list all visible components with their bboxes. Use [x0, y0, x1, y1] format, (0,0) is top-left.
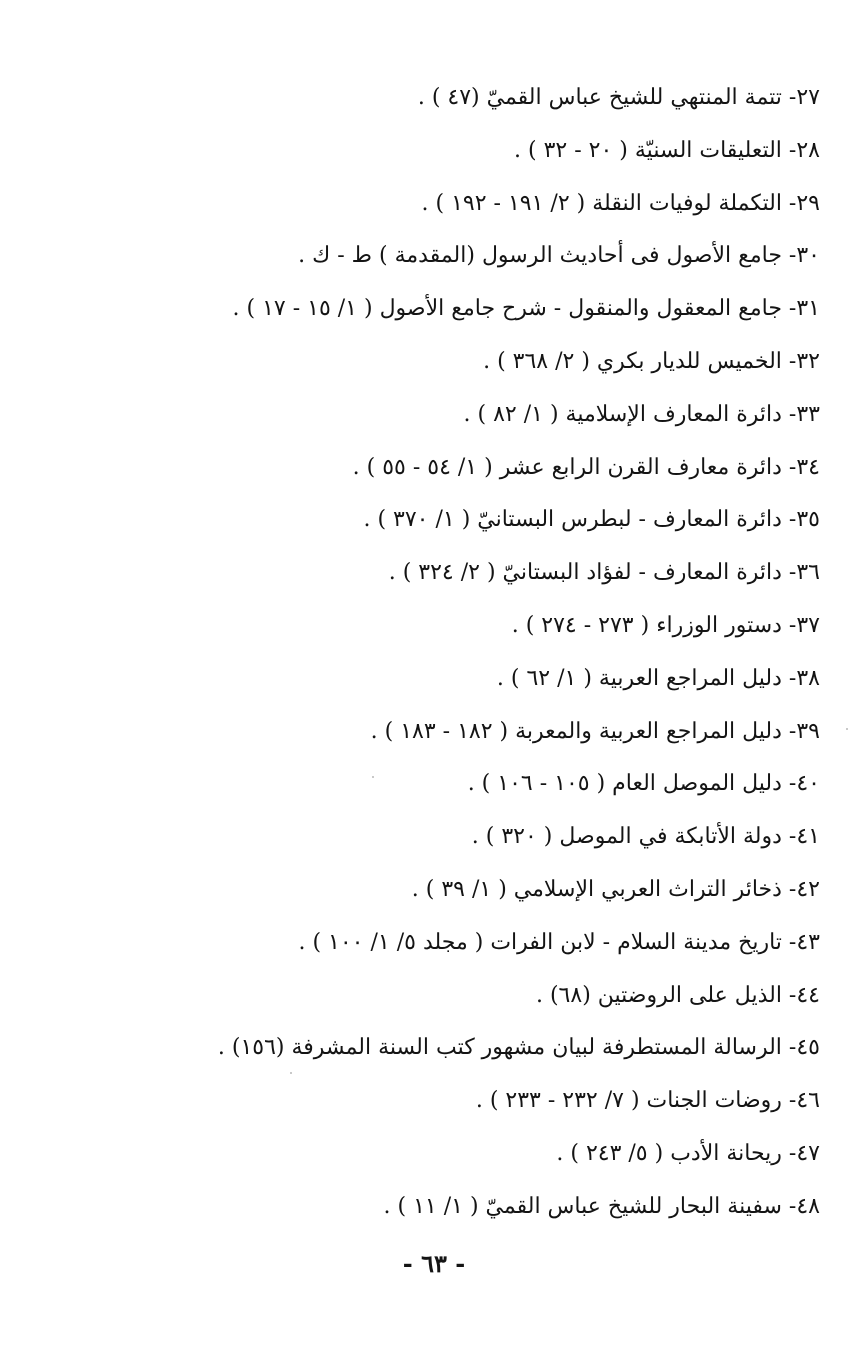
scan-speck	[846, 728, 848, 730]
bibliography-entry-28: ٢٨- التعليقات السنيّة ( ٢٠ - ٣٢ ) .	[514, 137, 820, 163]
bibliography-entry-29: ٢٩- التكملة لوفيات النقلة ( ٢/ ١٩١ - ١٩٢ ) .	[421, 190, 820, 216]
bibliography-entry-45: ٤٥- الرسالة المستطرفة لبيان مشهور كتب السنة المشرفة (١٥٦) .	[217, 1035, 820, 1061]
bibliography-entry-31: ٣١- جامع المعقول والمنقول - شرح جامع الأصول ( ١/ ١٥ - ١٧ ) .	[232, 296, 820, 322]
scan-speck	[372, 776, 374, 778]
bibliography-entry-40: ٤٠- دليل الموصل العام ( ١٠٥ - ١٠٦ ) .	[467, 771, 820, 797]
bibliography-entry-39: ٣٩- دليل المراجع العربية والمعربة ( ١٨٢ - ١٨٣ ) .	[370, 718, 820, 744]
bibliography-entry-32: ٣٢- الخميس للديار بكري ( ٢/ ٣٦٨ ) .	[483, 348, 820, 374]
bibliography-entry-35: ٣٥- دائرة المعارف - لبطرس البستانيّ ( ١/ ٣٧٠ ) .	[363, 507, 820, 533]
bibliography-entry-46: ٤٦- روضات الجنات ( ٧/ ٢٣٢ - ٢٣٣ ) .	[475, 1088, 820, 1114]
bibliography-entry-48: ٤٨- سفينة البحار للشيخ عباس القميّ ( ١/ ١١ ) .	[383, 1193, 820, 1219]
bibliography-entry-41: ٤١- دولة الأتابكة في الموصل ( ٣٢٠ ) .	[471, 824, 820, 850]
page-number: - ٦٣ -	[402, 1249, 466, 1278]
bibliography-entry-36: ٣٦- دائرة المعارف - لفؤاد البستانيّ ( ٢/ ٣٢٤ ) .	[388, 560, 820, 586]
bibliography-entry-30: ٣٠- جامع الأصول فى أحاديث الرسول (المقدمة ) ط - ك .	[298, 243, 820, 269]
bibliography-entry-27: ٢٧- تتمة المنتهي للشيخ عباس القميّ (٤٧ ) .	[417, 85, 820, 110]
bibliography-entry-33: ٣٣- دائرة المعارف الإسلامية ( ١/ ٨٢ ) .	[463, 401, 820, 427]
bibliography-entry-34: ٣٤- دائرة معارف القرن الرابع عشر ( ١/ ٥٤ - ٥٥ ) .	[352, 454, 820, 480]
bibliography-entry-42: ٤٢- ذخائر التراث العربي الإسلامي ( ١/ ٣٩ ) .	[411, 876, 820, 902]
bibliography-entry-37: ٣٧- دستور الوزراء ( ٢٧٣ - ٢٧٤ ) .	[511, 612, 820, 638]
bibliography-entry-43: ٤٣- تاريخ مدينة السلام - لابن الفرات ( مجلد ٥/ ١/ ١٠٠ ) .	[298, 929, 820, 955]
scan-speck	[290, 1072, 292, 1074]
bibliography-entry-44: ٤٤- الذيل على الروضتين (٦٨) .	[535, 982, 820, 1008]
bibliography-entry-38: ٣٨- دليل المراجع العربية ( ١/ ٦٢ ) .	[496, 665, 820, 691]
bibliography-entry-47: ٤٧- ريحانة الأدب ( ٥/ ٢٤٣ ) .	[556, 1140, 820, 1166]
bibliography-list	[80, 72, 820, 1234]
